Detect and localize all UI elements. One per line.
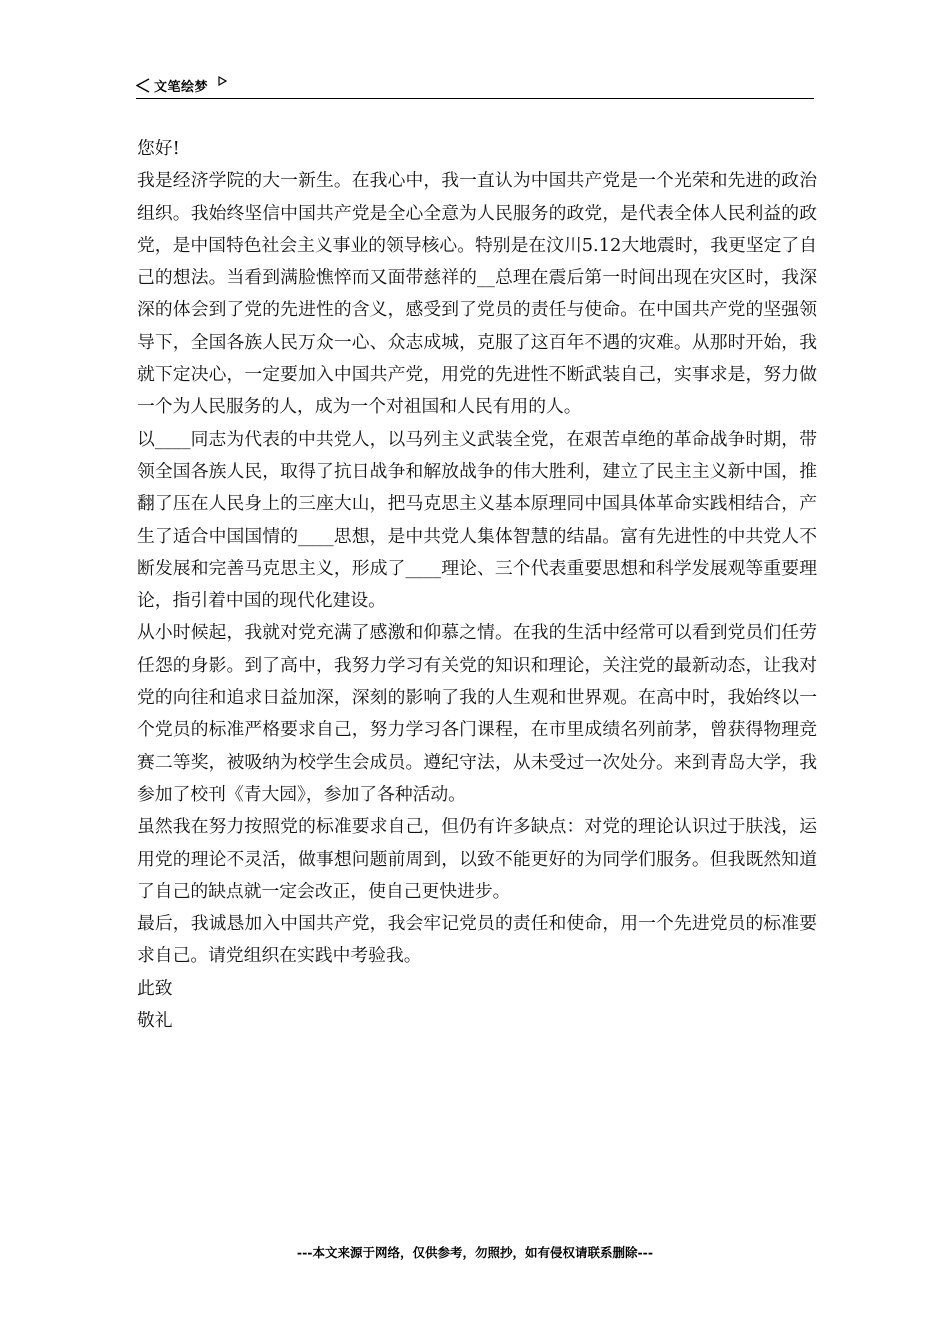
footer-disclaimer: ---本文来源于网络，仅供参考，勿照抄，如有侵权请联系删除--- — [296, 1245, 654, 1260]
paragraph-intro: 我是经济学院的大一新生。在我心中，我一直认为中国共产党是一个光荣和先进的政治组织。我始终坚信中国共产党是全心全意为人民服务的政党，是代表全体人民利益的政党，是中国特色社会主义事业的领导核心。特别是在汶川5.12大地震时，我更坚定了自己的想法。当看到满脸憔悴而又面带慈祥的__总理在震后第一时间出现在灾区时，我深深的体会到了党的先进性的含义，感受到了党员的责任与使命。在中国共产党的坚强领导下，全国各族人民万众一心、众志成城，克服了这百年不遇的灾难。从那时开始，我就下定决心，一定要加入中国共产党，用党的先进性不断武装自己，实事求是，努力做一个为人民服务的人，成为一个对祖国和人民有用的人。 — [137, 170, 817, 418]
closing-salutation: 此致 — [137, 977, 173, 999]
paragraph-conclusion: 最后，我诚恳加入中国共产党，我会牢记党员的责任和使命，用一个先进党员的标准要求自己。请党组织在实践中考验我。 — [137, 913, 817, 967]
greeting: 您好! — [137, 138, 180, 159]
paragraph-shortcomings: 虽然我在努力按照党的标准要求自己，但仍有许多缺点：对党的理论认识过于肤浅，运用党的理论不灵活，做事想问题前周到，以致不能更好的为同学们服务。但我既然知道了自己的缺点就一定会改正，使自己更快进步。 — [137, 816, 817, 902]
triangle-right-icon — [218, 76, 227, 86]
closing-regards: 敬礼 — [137, 1010, 173, 1032]
header-brand: 文笔绘梦 — [154, 79, 209, 95]
page-header — [136, 72, 814, 99]
paragraph-history: 以____同志为代表的中共党人，以马列主义武装全党，在艰苦卓绝的革命战争时期，带领全国各族人民，取得了抗日战争和解放战争的伟大胜利，建立了民主主义新中国，推翻了压在人民身上的三座大山，把马克思主义基本原理同中国具体革命实践相结合，产生了适合中国国情的____思想，是中共党人集体智慧的结晶。富有先进性的中共党人不断发展和完善马克思主义，形成了____理论、三个代表重要思想和科学发展观等重要理论，指引着中国的现代化建设。 — [137, 428, 817, 612]
paragraph-background: 从小时候起，我就对党充满了感激和仰慕之情。在我的生活中经常可以看到党员们任劳任怨的身影。到了高中，我努力学习有关党的知识和理论，关注党的最新动态，让我对党的向往和追求日益加深，深刻的影响了我的人生观和世界观。在高中时，我始终以一个党员的标准严格要求自己，努力学习各门课程，在市里成绩名列前茅，曾获得物理竞赛二等奖，被吸纳为校学生会成员。遵纪守法，从未受过一次处分。来到青岛大学，我参加了校刊《青大园》，参加了各种活动。 — [137, 622, 817, 805]
letter-body — [137, 133, 817, 1037]
triangle-left-icon — [136, 78, 150, 93]
